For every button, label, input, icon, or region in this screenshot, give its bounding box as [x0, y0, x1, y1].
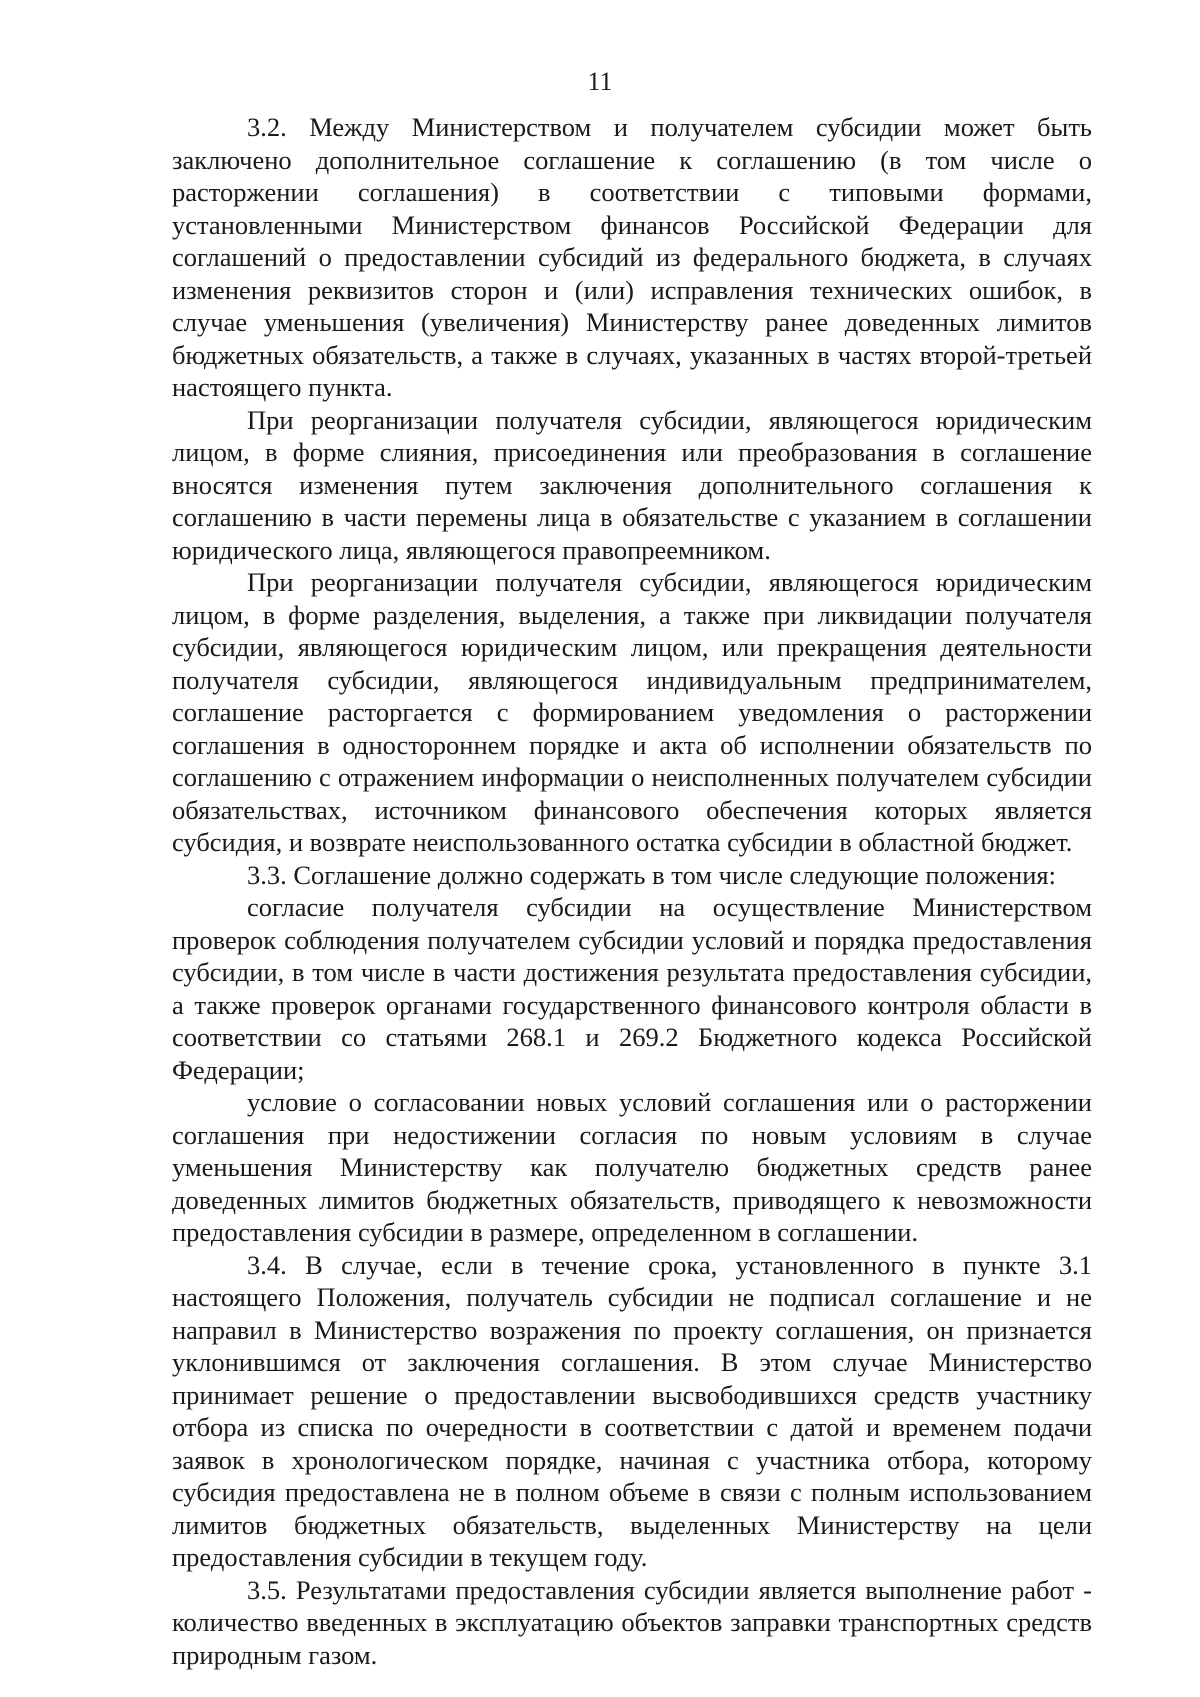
- paragraph-new-conditions: условие о согласовании новых условий соглашения или о расторжении соглашения при недостижении согласия по новым условиям в случае уменьшения Министерству как получателю бюджетных средств ранее доведенных лимитов бюджетных обязательств, приводящего к невозможности предоставления субсидии в размере, определенном в соглашении.: [172, 1087, 1092, 1247]
- paragraph-reorganization-merger: При реорганизации получателя субсидии, являющегося юридическим лицом, в форме слияния, присоединения или преобразования в соглашение вносятся изменения путем заключения дополнительного соглашения к соглашению в части перемены лица в обязательстве с указанием в соглашении юридического лица, являющегося правопреемником.: [172, 404, 1092, 565]
- paragraph-3-3: 3.3. Соглашение должно содержать в том числе следующие положения:: [247, 859, 1056, 890]
- paragraph-3-4: 3.4. В случае, если в течение срока, установленного в пункте 3.1 настоящего Положения, получатель субсидии не подписал соглашение и не направил в Министерство возражения по проекту соглашения, он признается уклонившимся от заключения соглашения. В этом случае Министерство принимает решение о предоставлении высвободившихся средств участнику отбора из списка по очередности в соответствии с датой и временем подачи заявок в хронологическом порядке, начиная с участника отбора, которому субсидия предоставлена не в полном объеме в связи с полным использованием лимитов бюджетных обязательств, выделенных Министерству на цели предоставления субсидии в текущем году.: [172, 1249, 1092, 1572]
- page-number: 11: [587, 67, 613, 96]
- paragraph-reorganization-division: При реорганизации получателя субсидии, являющегося юридическим лицом, в форме разделения, выделения, а также при ликвидации получателя субсидии, являющегося юридическим лицом, или прекращения деятельности получателя субсидии, являющегося индивидуальным предпринимателем, соглашение расторгается с формированием уведомления о расторжении соглашения в одностороннем порядке и акта об исполнении обязательств по соглашению с отражением информации о неисполненных получателем субсидии обязательствах, источником финансового обеспечения которых является субсидия, и возврате неиспользованного остатка субсидии в областной бюджет.: [172, 567, 1092, 857]
- document-body: [172, 111, 1092, 1671]
- paragraph-3-5: 3.5. Результатами предоставления субсидии является выполнение работ - количество введенных в эксплуатацию объектов заправки транспортных средств природным газом.: [172, 1574, 1092, 1670]
- paragraph-consent-inspections: согласие получателя субсидии на осуществление Министерством проверок соблюдения получателем субсидии условий и порядка предоставления субсидии, в том числе в части достижения результата предоставления субсидии, а также проверок органами государственного финансового контроля области в соответствии со статьями 268.1 и 269.2 Бюджетного кодекса Российской Федерации;: [172, 892, 1092, 1085]
- paragraph-3-2: 3.2. Между Министерством и получателем субсидии может быть заключено дополнительное соглашение к соглашению (в том числе о расторжении соглашения) в соответствии с типовыми формами, установленными Министерством финансов Российской Федерации для соглашений о предоставлении субсидий из федерального бюджета, в случаях изменения реквизитов сторон и (или) исправления технических ошибок, в случае уменьшения (увеличения) Министерству ранее доведенных лимитов бюджетных обязательств, а также в случаях, указанных в частях второй-третьей настоящего пункта.: [172, 112, 1092, 402]
